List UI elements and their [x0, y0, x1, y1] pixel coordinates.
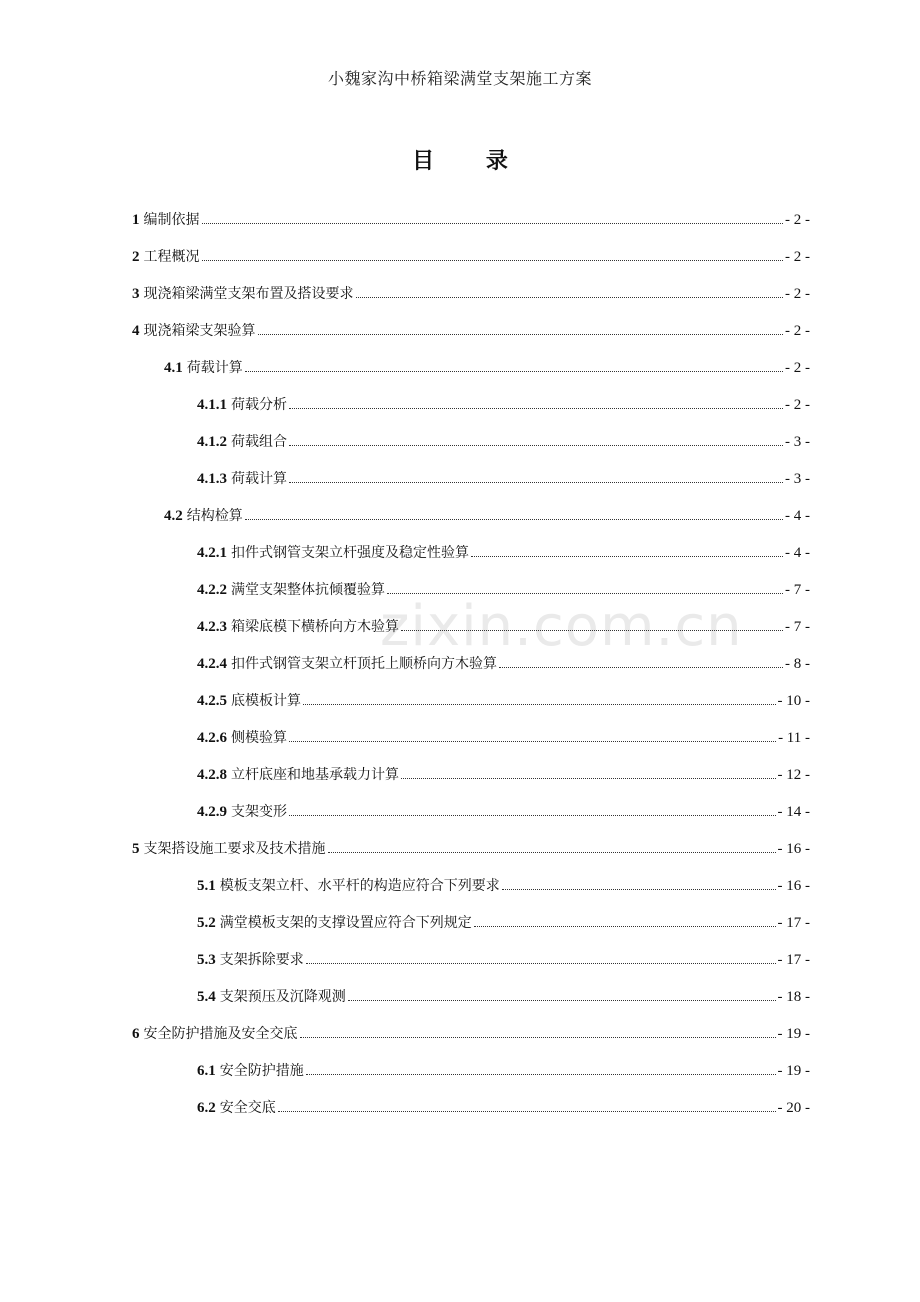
toc-entry-page: - 3 - [785, 434, 810, 450]
toc-entry-number: 4.2.5 [197, 693, 227, 709]
toc-entry-number: 4.1.3 [197, 471, 227, 487]
toc-entry-number: 4.1.1 [197, 397, 227, 413]
dot-leader [401, 777, 776, 779]
toc-entry-number: 3 [132, 286, 140, 302]
toc-entry-page: - 12 - [777, 767, 810, 783]
toc-entry-title: 荷载组合 [231, 434, 287, 450]
dot-leader [471, 555, 783, 557]
toc-entry[interactable] [197, 690, 810, 712]
toc-entry-number: 4.2.6 [197, 730, 227, 746]
toc-entry-page: - 14 - [777, 804, 810, 820]
toc-entry[interactable] [132, 320, 810, 342]
toc-entry-page: - 18 - [777, 989, 810, 1005]
dot-leader [401, 629, 783, 631]
toc-entry-number: 1 [132, 212, 140, 228]
toc-entry[interactable] [197, 394, 810, 416]
toc-entry-number: 2 [132, 249, 140, 265]
toc-entry-page: - 2 - [785, 286, 810, 302]
toc-entry-page: - 7 - [785, 582, 810, 598]
toc-entry-page: - 2 - [785, 397, 810, 413]
toc-entry-number: 4.2.8 [197, 767, 227, 783]
dot-leader [328, 851, 776, 853]
dot-leader [387, 592, 783, 594]
toc-entry-number: 4.1 [164, 360, 183, 376]
toc-entry-title: 现浇箱梁支架验算 [143, 323, 256, 339]
dot-leader [306, 962, 776, 964]
toc-entry-title: 扣件式钢管支架立杆强度及稳定性验算 [231, 545, 469, 561]
toc-entry-number: 4.2.9 [197, 804, 227, 820]
toc-entry-title: 工程概况 [143, 249, 200, 265]
toc-entry[interactable] [132, 246, 810, 268]
toc-entry-page: - 16 - [777, 878, 810, 894]
dot-leader [245, 518, 783, 520]
dot-leader [258, 333, 784, 335]
toc-entry[interactable] [197, 727, 810, 749]
toc-entry[interactable] [197, 801, 810, 823]
toc-entry[interactable] [197, 653, 810, 675]
toc-entry-title: 满堂支架整体抗倾覆验算 [231, 582, 385, 598]
toc-entry-number: 5.3 [197, 952, 216, 968]
toc-entry-title: 荷载分析 [231, 397, 287, 413]
toc-entry-title: 荷载计算 [186, 360, 243, 376]
toc-entry-page: - 17 - [777, 915, 810, 931]
toc-entry-title: 满堂模板支架的支撑设置应符合下列规定 [219, 915, 472, 931]
dot-leader [502, 888, 776, 890]
toc-entry[interactable] [197, 431, 810, 453]
dot-leader [303, 703, 776, 705]
toc-entry[interactable] [132, 1023, 810, 1045]
dot-leader [202, 222, 784, 224]
dot-leader [474, 925, 776, 927]
toc-entry[interactable] [197, 579, 810, 601]
toc-entry-page: - 20 - [777, 1100, 810, 1116]
toc-entry-title: 支架拆除要求 [219, 952, 304, 968]
toc-entry-page: - 10 - [777, 693, 810, 709]
toc-entry-title: 安全防护措施 [219, 1063, 304, 1079]
dot-leader [306, 1073, 776, 1075]
toc-entry-number: 4 [132, 323, 140, 339]
toc-entry[interactable] [164, 357, 810, 379]
toc-entry-number: 4.2.3 [197, 619, 227, 635]
toc-entry-page: - 2 - [785, 323, 810, 339]
toc-entry-page: - 11 - [778, 730, 810, 746]
toc-entry-number: 5.1 [197, 878, 216, 894]
toc-entry[interactable] [197, 542, 810, 564]
toc-entry[interactable] [197, 912, 810, 934]
toc-entry-page: - 17 - [777, 952, 810, 968]
toc-entry-title: 支架预压及沉降观测 [219, 989, 346, 1005]
watermark: zixin.com.cn [380, 594, 743, 659]
toc-entry-title: 扣件式钢管支架立杆顶托上顺桥向方木验算 [231, 656, 497, 672]
page-header: 小魏家沟中桥箱梁满堂支架施工方案 [327, 69, 592, 88]
toc-entry-title: 编制依据 [143, 212, 200, 228]
dot-leader [356, 296, 784, 298]
toc-title: 目 录 [412, 148, 530, 174]
toc-entry[interactable] [132, 283, 810, 305]
toc-entry-page: - 19 - [777, 1026, 810, 1042]
toc-entry-title: 支架搭设施工要求及技术措施 [143, 841, 326, 857]
toc-entry[interactable] [197, 764, 810, 786]
toc-entry-number: 4.2.2 [197, 582, 227, 598]
toc-entry-number: 5.4 [197, 989, 216, 1005]
toc-entry-page: - 16 - [777, 841, 810, 857]
toc-entry-page: - 2 - [785, 360, 810, 376]
toc-entry-page: - 7 - [785, 619, 810, 635]
toc-entry-title: 结构检算 [186, 508, 243, 524]
toc-entry[interactable] [197, 616, 810, 638]
toc-entry-number: 4.2.4 [197, 656, 227, 672]
toc-entry-title: 箱梁底模下横桥向方木验算 [231, 619, 399, 635]
toc-entry-title: 荷载计算 [231, 471, 287, 487]
toc-entry[interactable] [164, 505, 810, 527]
toc-entry-page: - 8 - [785, 656, 810, 672]
toc-entry-page: - 4 - [785, 545, 810, 561]
dot-leader [289, 740, 776, 742]
dot-leader [289, 444, 783, 446]
toc-entry-page: - 3 - [785, 471, 810, 487]
toc-entry-number: 4.2 [164, 508, 183, 524]
dot-leader [245, 370, 783, 372]
toc-entry[interactable] [197, 1097, 810, 1119]
dot-leader [348, 999, 776, 1001]
toc-entry-number: 6 [132, 1026, 140, 1042]
toc-entry-page: - 4 - [785, 508, 810, 524]
toc-entry[interactable] [197, 1060, 810, 1082]
toc-entry-title: 安全交底 [219, 1100, 276, 1116]
toc-entry-number: 5.2 [197, 915, 216, 931]
toc-entry-number: 6.1 [197, 1063, 216, 1079]
dot-leader [289, 481, 783, 483]
dot-leader [202, 259, 784, 261]
toc-entry-title: 立杆底座和地基承载力计算 [231, 767, 399, 783]
toc-entry[interactable] [197, 949, 810, 971]
toc-entry-page: - 2 - [785, 212, 810, 228]
dot-leader [289, 814, 776, 816]
toc-entry-title: 现浇箱梁满堂支架布置及搭设要求 [143, 286, 354, 302]
toc-entry-number: 6.2 [197, 1100, 216, 1116]
toc-entry-number: 5 [132, 841, 140, 857]
toc-entry-page: - 19 - [777, 1063, 810, 1079]
toc-entry[interactable] [197, 875, 810, 897]
toc-entry-title: 模板支架立杆、水平杆的构造应符合下列要求 [219, 878, 500, 894]
toc-entry-title: 支架变形 [231, 804, 287, 820]
dot-leader [278, 1110, 776, 1112]
dot-leader [300, 1036, 776, 1038]
toc-entry-title: 侧模验算 [231, 730, 287, 746]
dot-leader [499, 666, 783, 668]
toc-entry-page: - 2 - [785, 249, 810, 265]
toc-entry[interactable] [197, 468, 810, 490]
toc-entry-number: 4.2.1 [197, 545, 227, 561]
toc-entry[interactable] [132, 838, 810, 860]
toc-entry-number: 4.1.2 [197, 434, 227, 450]
dot-leader [289, 407, 783, 409]
toc-entry[interactable] [132, 209, 810, 231]
toc-entry[interactable] [197, 986, 810, 1008]
toc-entry-title: 安全防护措施及安全交底 [143, 1026, 298, 1042]
toc-entry-title: 底模板计算 [231, 693, 301, 709]
